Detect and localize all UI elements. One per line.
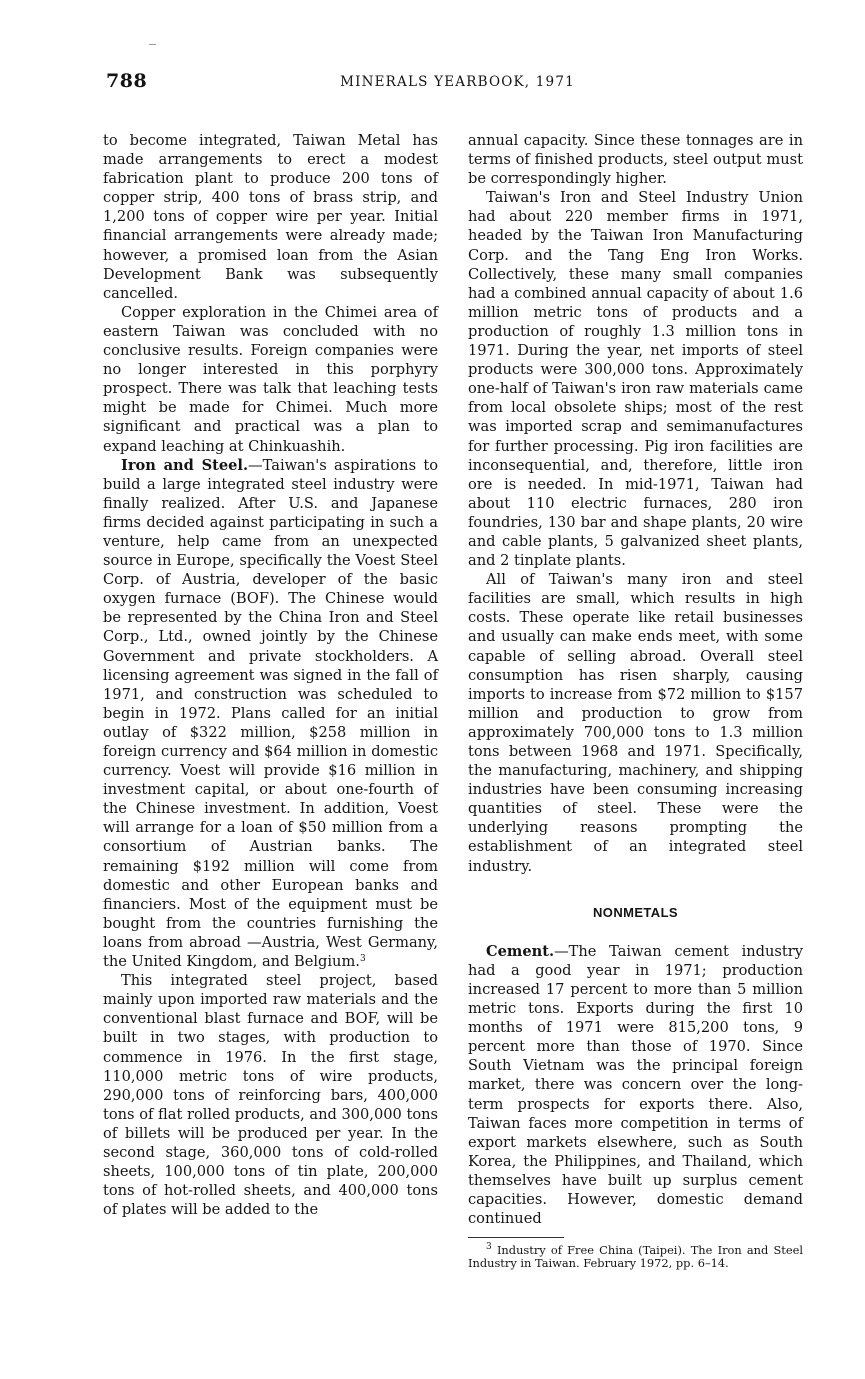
footnote [468, 1244, 803, 1269]
paragraph-integrated-project: This integrated steel project, based mainly upon imported raw materials and the conventional blast furnace and BOF, will be built in two stages, with production to commence in 1976. In the first stage, 110,000 metric tons of wire products, 290,000 tons of reinforcing bars, 400,000 tons of flat rolled products, and 300,000 tons of billets will be produced per year. In the second stage, 360,000 tons of cold-rolled sheets, 100,000 tons of tin plate, 200,000 tons of hot-rolled sheets, and 400,000 tons of plates will be added to the [103, 972, 438, 1219]
running-title: MINERALS YEARBOOK, 1971 [340, 74, 575, 90]
paragraph-annual-capacity: annual capacity. Since these tonnages are in terms of finished products, steel output must be correspondingly higher. [468, 132, 803, 188]
footnote-reference[interactable]: 3 [359, 954, 366, 965]
page-header [106, 70, 809, 98]
paragraph-copper-exploration: Copper exploration in the Chimei area of eastern Taiwan was concluded with no conclusive results. Foreign companies were no longer interested in this porphyry prospect. There was talk that leaching tests might be made for Chimei. Much more significant and practical was a plan to expand leaching at Chinkuashih. [103, 303, 438, 455]
run-in-heading-cement: Cement. [486, 942, 555, 960]
paragraph-cement [468, 942, 803, 1228]
paragraph-iron-and-steel-text: —Taiwan's aspirations to build a large integrated steel industry were finally realized. After U.S. and Japanese firms decided against participating in such a venture, help came from an unexpected source in Europe, specifically the Voest Steel Corp. of Austria, developer of the basic oxygen furnace (BOF). The Chinese would be represented by the China Iron and Steel Corp., Ltd., owned jointly by the Chinese Government and private stockholders. A licensing agreement was signed in the fall of 1971, and construction was scheduled to begin in 1972. Plans called for an initial outlay of $322 million, $258 million in foreign currency and $64 million in domestic currency. Voest will provide $16 million in investment capital, or about one-fourth of the Chinese investment. In addition, Voest will arrange for a loan of $50 million from a consortium of Austrian banks. The remaining $192 million will come from domestic and other European banks and financiers. Most of the equipment must be bought from the countries furnishing the loans from abroad —Austria, West Germany, the United Kingdom, and Belgium. [103, 456, 438, 971]
left-column [103, 131, 438, 1219]
section-heading-nonmetals: NONMETALS [593, 904, 678, 920]
footnote-text: Industry of Free China (Taipei). The Iron and Steel Industry in Taiwan. February 1972, pp. 6–14. [468, 1243, 804, 1270]
run-in-heading-iron-steel: Iron and Steel. [121, 456, 249, 474]
paragraph-taiwan-metal: to become integrated, Taiwan Metal has made arrangements to erect a modest fabrication plant to produce 200 tons of copper strip, 400 tons of brass strip, and 1,200 tons of copper wire per year. Initial financial arrangements were already made; however, a promised loan from the Asian Development Bank was subsequently cancelled. [103, 132, 438, 302]
page-number: 788 [106, 70, 148, 92]
paragraph-iron-and-steel [103, 456, 438, 972]
right-column [468, 131, 803, 1269]
footnote-marker: 3 [486, 1242, 492, 1253]
scan-mark [149, 44, 156, 45]
paragraph-industry-union: Taiwan's Iron and Steel Industry Union had about 220 member firms in 1971, headed by the Taiwan Iron Manufacturing Corp. and the Tang Eng Iron Works. Collectively, these many small companies had a combined annual capacity of about 1.6 million metric tons of products and a production of roughly 1.3 million tons in 1971. During the year, net imports of steel products were 300,000 tons. Approximately one-half of Taiwan's iron raw materials came from local obsolete ships; most of the rest was imported scrap and semimanufactures for further processing. Pig iron facilities are inconsequential, and, therefore, little iron ore is needed. In mid-1971, Taiwan had about 110 electric furnaces, 280 iron foundries, 130 bar and shape plants, 20 wire and cable plants, 5 galvanized sheet plants, and 2 tinplate plants. [468, 189, 803, 570]
footnote-divider [468, 1237, 564, 1238]
paragraph-small-facilities: All of Taiwan's many iron and steel facilities are small, which results in high costs. These operate like retail businesses and usually can make ends meet, with some capable of selling abroad. Overall steel consumption has risen sharply, causing imports to increase from $72 million to $157 million and production to grow from approximately 700,000 tons to 1.3 million tons between 1968 and 1971. Specifically, the manufacturing, machinery, and shipping industries have been consuming increasing quantities of steel. These were the underlying reasons prompting the establishment of an integrated steel industry. [468, 571, 803, 875]
paragraph-cement-text: —The Taiwan cement industry had a good year in 1971; production increased 17 percent to more than 5 million metric tons. Exports during the first 10 months of 1971 were 815,200 tons, 9 percent more than those of 1970. Since South Vietnam was the principal foreign market, there was concern over the long-term prospects for exports there. Also, Taiwan faces more competition in terms of export markets elsewhere, such as South Korea, the Philippines, and Thailand, which themselves have built up surplus cement capacities. However, domestic demand continued [468, 942, 803, 1228]
